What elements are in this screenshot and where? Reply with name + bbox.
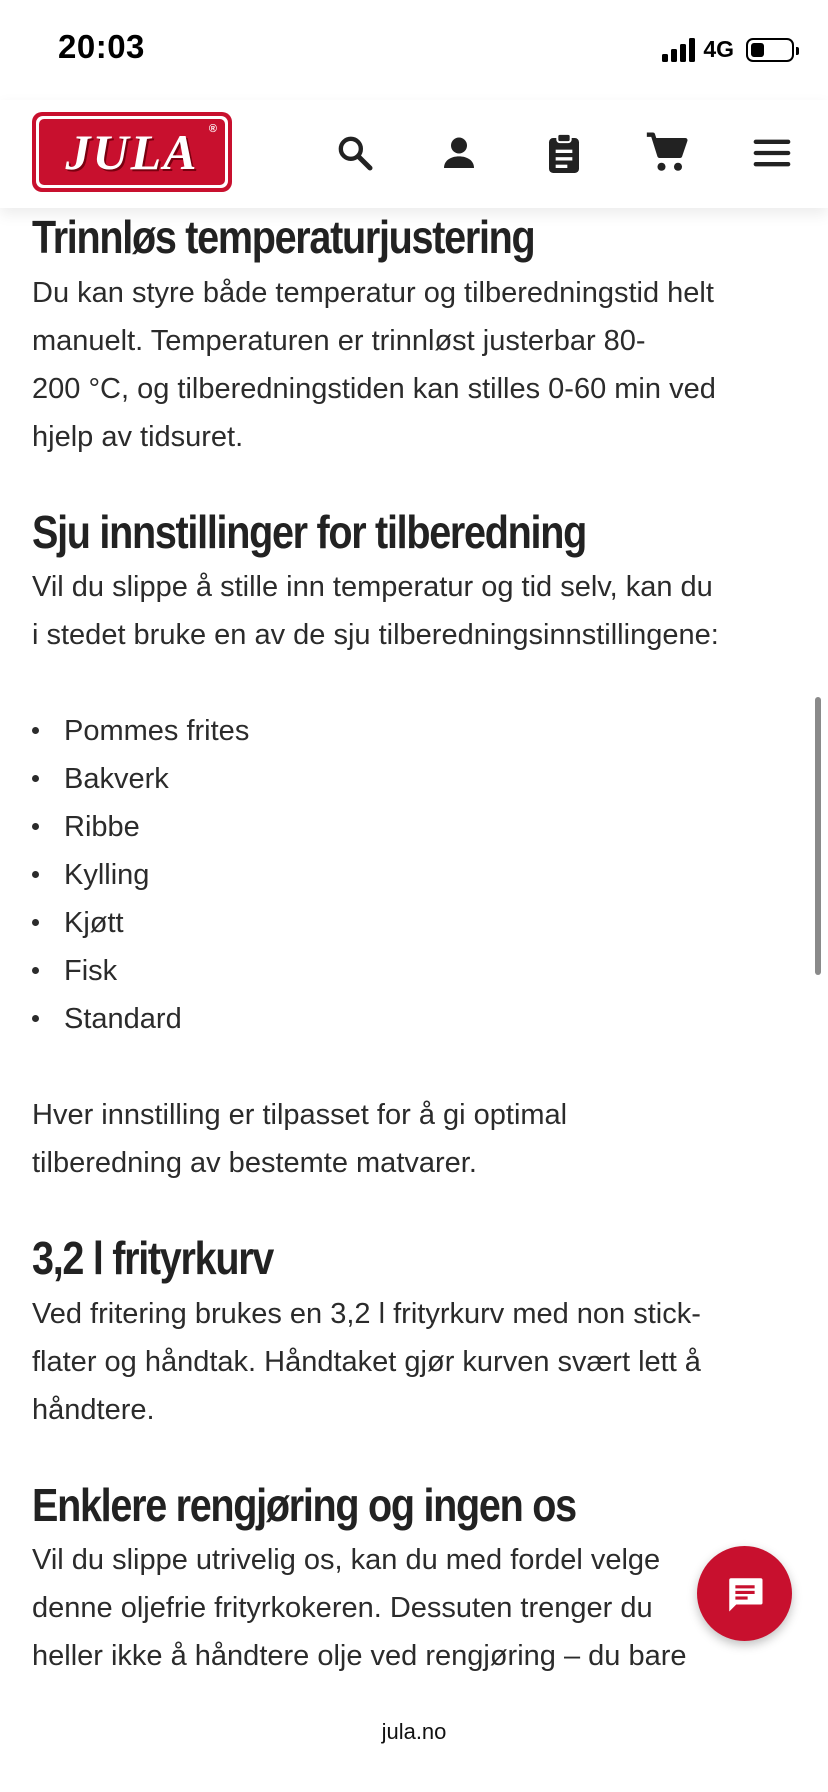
- logo-registered-mark: ®: [208, 123, 217, 135]
- section-body: Vil du slippe utrivelig os, kan du med fordel velge denne oljefrie frityrkokeren. Dessuten trenger du heller ikke å håndtere olje ved rengjøring – du bare: [32, 1544, 687, 1673]
- section-heading: Enklere rengjøring og ingen os: [32, 1478, 576, 1531]
- section-body: Hver innstilling er tilpasset for å gi optimal tilberedning av bestemte matvarer.: [32, 1099, 568, 1180]
- menu-icon[interactable]: [747, 128, 797, 178]
- section-heading: 3,2 l frityrkurv: [32, 1232, 274, 1285]
- chat-icon: [724, 1573, 766, 1615]
- list-item: Kylling: [32, 851, 798, 899]
- logo-text: JULA: [65, 124, 199, 180]
- list-item: Ribbe: [32, 803, 798, 851]
- product-description: [32, 208, 798, 1680]
- list-item: Fisk: [32, 947, 798, 995]
- scrollbar[interactable]: [815, 697, 821, 975]
- section-body: Ved fritering brukes en 3,2 l frityrkurv med non stick- flater og håndtak. Håndtaket gjør kurven svært lett å håndtere.: [32, 1297, 701, 1426]
- account-icon[interactable]: [434, 128, 484, 178]
- list-item: Kjøtt: [32, 899, 798, 947]
- site-header: [0, 100, 828, 208]
- cart-icon[interactable]: [642, 128, 692, 178]
- browser-url[interactable]: jula.no: [340, 1706, 488, 1758]
- settings-list: [32, 707, 798, 1043]
- chat-button[interactable]: [697, 1546, 792, 1641]
- list-item: Pommes frites: [32, 707, 798, 755]
- search-icon[interactable]: [330, 128, 380, 178]
- section-heading: Trinnløs temperaturjustering: [32, 211, 535, 263]
- status-time: 20:03: [58, 28, 145, 65]
- clipboard-icon[interactable]: [539, 128, 589, 178]
- jula-logo[interactable]: [32, 112, 232, 192]
- battery-icon: [746, 38, 794, 62]
- section-body: Vil du slippe å stille inn temperatur og tid selv, kan du i stedet bruke en av de sju tilberedningsinnstillingene:: [32, 571, 719, 652]
- section-body: Du kan styre både temperatur og tilberedningstid helt manuelt. Temperaturen er trinnløst justerbar 80- 200 °C, og tilberedningstiden kan stilles 0-60 min ved hjelp av tidsuret.: [32, 276, 716, 453]
- list-item: Standard: [32, 995, 798, 1043]
- signal-icon: [662, 38, 695, 62]
- battery-level: [751, 43, 764, 57]
- status-indicators: [662, 36, 794, 63]
- section-heading: Sju innstillinger for tilberedning: [32, 505, 586, 558]
- list-item: Bakverk: [32, 755, 798, 803]
- status-bar: [0, 0, 828, 100]
- network-type: 4G: [703, 36, 734, 62]
